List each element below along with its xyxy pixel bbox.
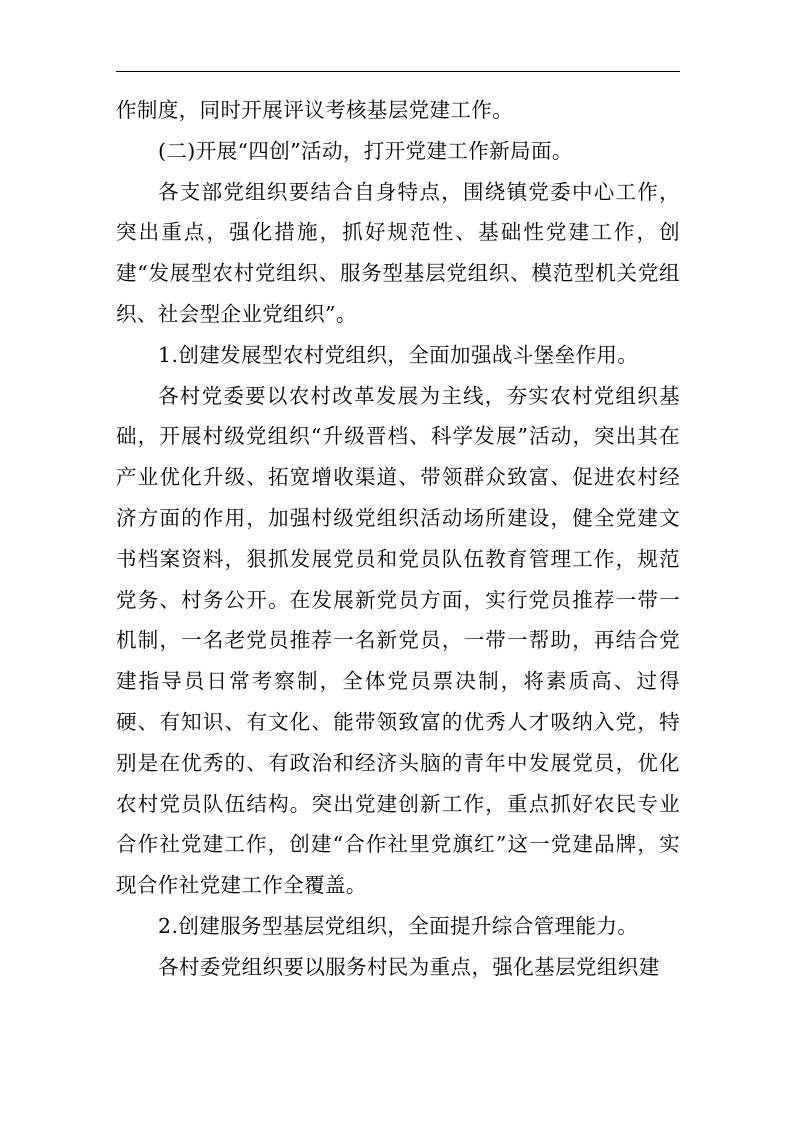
paragraph-7: 各村委党组织要以服务村民为重点，强化基层党组织建 bbox=[158, 954, 660, 979]
paragraph-5: 各村党委要以农村改革发展为主线，夯实农村党组织基础，开展村级党组织“升级晋档、科学发展”活动，突出其在产业优化升级、拓宽增收渠道、带领群众致富、促进农村经济方面的作用，加强村级党组织活动场所建设，健全党建文书档案资料，狠抓发展党员和党员队伍教育管理工作，规范党务、村务公开。在发展新党员方面，实行党员推荐一带一机制，一名老党员推荐一名新党员，一带一帮助，再结合党建指导员日常考察制，全体党员票决制，将素质高、过得硬、有知识、有文化、能带领致富的优秀人才吸纳入党，特别是在优秀的、有政治和经济头脑的青年中发展党员，优化农村党员队伍结构。突出党建创新工作，重点抓好农民专业合作社党建工作，创建“合作社里党旗红”这一党建品牌，实现合作社党建工作全覆盖。 bbox=[116, 383, 680, 898]
header-rule bbox=[116, 71, 680, 72]
document-body bbox=[116, 90, 680, 988]
section-heading-2: (二)开展“四创”活动，打开党建工作新局面。 bbox=[158, 138, 573, 163]
paragraph-3: 各支部党组织要结合自身特点，围绕镇党委中心工作，突出重点，强化措施，抓好规范性、基础性党建工作，创建“发展型农村党组织、服务型基层党组织、模范型机关党组织、社会型企业党组织”。 bbox=[116, 179, 680, 326]
subsection-heading-2: 2.创建服务型基层党组织，全面提升综合管理能力。 bbox=[158, 913, 639, 938]
subsection-heading-1: 1.创建发展型农村党组织，全面加强战斗堡垒作用。 bbox=[158, 342, 639, 367]
paragraph-1: 作制度，同时开展评议考核基层党建工作。 bbox=[116, 98, 514, 122]
